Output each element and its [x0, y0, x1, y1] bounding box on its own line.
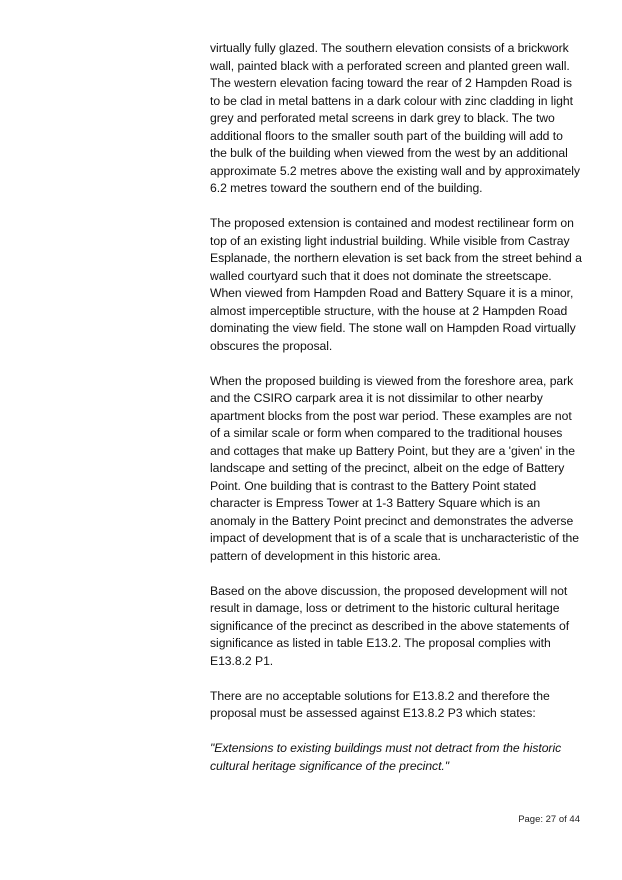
paragraph-foreshore-view: When the proposed building is viewed from the foreshore area, park and the CSIRO carpark area it is not dissimilar to other nearby apartment blocks from the post war period. These examples are not of a similar scale or form when compared to the traditional houses and cottages that make up Battery Point, but they are a 'given' in the landscape and setting of the precinct, albeit on the edge of Battery Point. One building that is contrast to the Battery Point stated character is Empress Tower at 1-3 Battery Square which is an anomaly in the Battery Point precinct and demonstrates the adverse impact of development that is of a scale that is uncharacteristic of the pattern of development in this historic area. — [210, 373, 579, 563]
paragraph-extension-form: The proposed extension is contained and modest rectilinear form on top of an existing light industrial building. While visible from Castray Esplanade, the northern elevation is set back from the street behind a walled courtyard such that it does not dominate the streetscape. When viewed from Hampden Road and Battery Square it is a minor, almost imperceptible structure, with the house at 2 Hampden Road dominating the view field. The stone wall on Hampden Road virtually obscures the proposal. — [210, 216, 582, 353]
quoted-criterion: "Extensions to existing buildings must not detract from the historic cultural heritage significance of the precinct." — [210, 741, 562, 773]
paragraph-acceptable-solutions: There are no acceptable solutions for E13.8.2 and therefore the proposal must be assessed against E13.8.2 P3 which states: — [210, 688, 550, 720]
paragraph-glazing: virtually fully glazed. The southern elevation consists of a brickwork wall, painted black with a perforated screen and planted green wall. The western elevation facing toward the rear of 2 Hampden Road is to be clad in metal battens in a dark colour with zinc cladding in light grey and perforated metal screens in dark grey to black. The two additional floors to the smaller south part of the building will add to the bulk of the building when viewed from the west by an additional approximate 5.2 metres above the existing wall and by approximately 6.2 metres toward the southern end of the building. — [210, 41, 580, 195]
document-body — [210, 40, 582, 793]
page-number: Page: 27 of 44 — [518, 814, 580, 825]
paragraph-discussion-conclusion: Based on the above discussion, the proposed development will not result in damage, loss or detriment to the historic cultural heritage significance of the precinct as described in the above statements of significance as listed in table E13.2. The proposal complies with E13.8.2 P1. — [210, 583, 570, 668]
